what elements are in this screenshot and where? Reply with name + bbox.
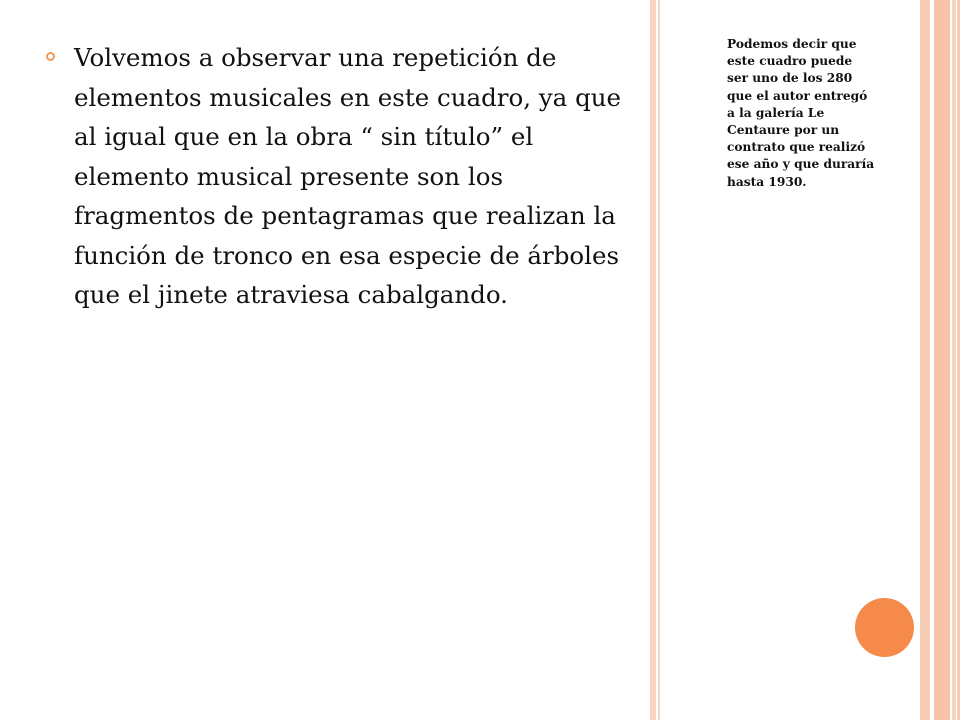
orange-circle-decoration [855,598,914,657]
bullet-circle-icon [46,52,55,61]
decorative-band [650,0,656,720]
bullet-item [46,38,626,315]
side-note: Podemos decir que este cuadro puede ser uno de los 280 que el autor entregó a la galería Le Centaure por un contrato que realizó ese año y que duraría hasta 1930. [727,37,875,189]
decorative-band [920,0,930,720]
decorative-band [952,0,956,720]
main-content [46,38,626,315]
bullet-text: Volvemos a observar una repetición de elementos musicales en este cuadro, ya que al igual que en la obra “ sin título” el elemento musical presente son los fragmentos de pentagramas que realizan la función de tronco en esa especie de árboles que el jinete atraviesa cabalgando. [74,43,622,309]
decorative-band [934,0,950,720]
decorative-band [658,0,660,720]
